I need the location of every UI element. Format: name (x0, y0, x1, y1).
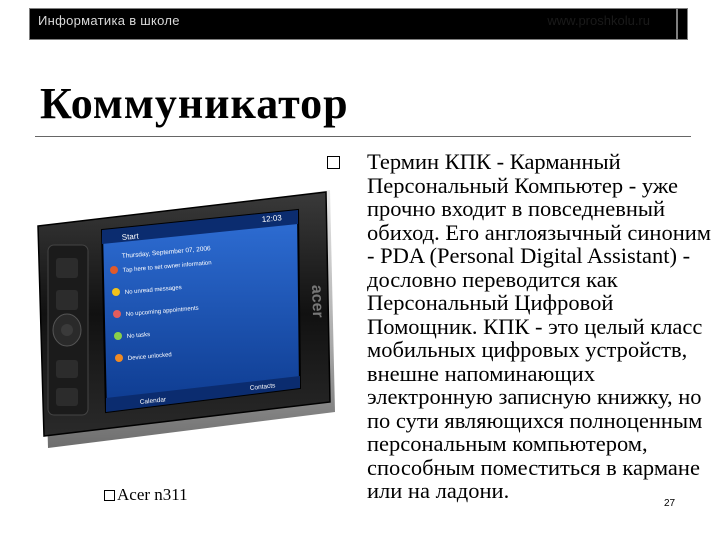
header-right-panel (677, 8, 688, 40)
screen-date: Thursday, September 07, 2006 (121, 245, 211, 260)
screen-softkey-right: Contacts (249, 382, 276, 392)
screen-row-5: Device unlocked (127, 352, 173, 362)
page-number: 27 (664, 498, 676, 509)
screen-row-4: No tasks (126, 331, 151, 340)
header-bar (29, 8, 688, 40)
device-brand-logo: acer (308, 284, 327, 319)
caption-text: Acer n311 (117, 485, 188, 504)
pda-device-svg (30, 190, 340, 450)
slide-title: Коммуникатор (40, 79, 349, 128)
screen-row-2: No unread messages (124, 285, 183, 296)
screen-row-1: Tap here to set owner information (122, 260, 212, 274)
screen-start-label: Start (121, 231, 140, 242)
screen-clock: 12:03 (261, 213, 283, 224)
image-caption (104, 485, 188, 505)
pda-device-image (30, 190, 340, 450)
header-left-text: Информатика в школе (38, 13, 180, 28)
header-left-panel (29, 8, 677, 40)
bullet-text: Термин КПК - Карманный Персональный Компьютер - уже прочно входит в повседневный обиход. Его англоязычный синоним - PDA (Personal Digital Assistant) - дословно переводится как Персональный Цифровой Помощник. КПК - это целый класс мобильных цифровых устройств, внешне напоминающих электронную записную книжку, но по сути являющихся полноценным персональным компьютером, способным поместиться в кармане или на ладони. (367, 149, 712, 503)
title-divider (35, 136, 691, 137)
screen-softkey-left: Calendar (139, 396, 167, 406)
caption-bullet-icon (104, 490, 115, 501)
header-right-text[interactable]: www.proshkolu.ru (547, 13, 650, 28)
square-bullet-icon (327, 156, 340, 169)
screen-row-3: No upcoming appointments (125, 305, 199, 318)
